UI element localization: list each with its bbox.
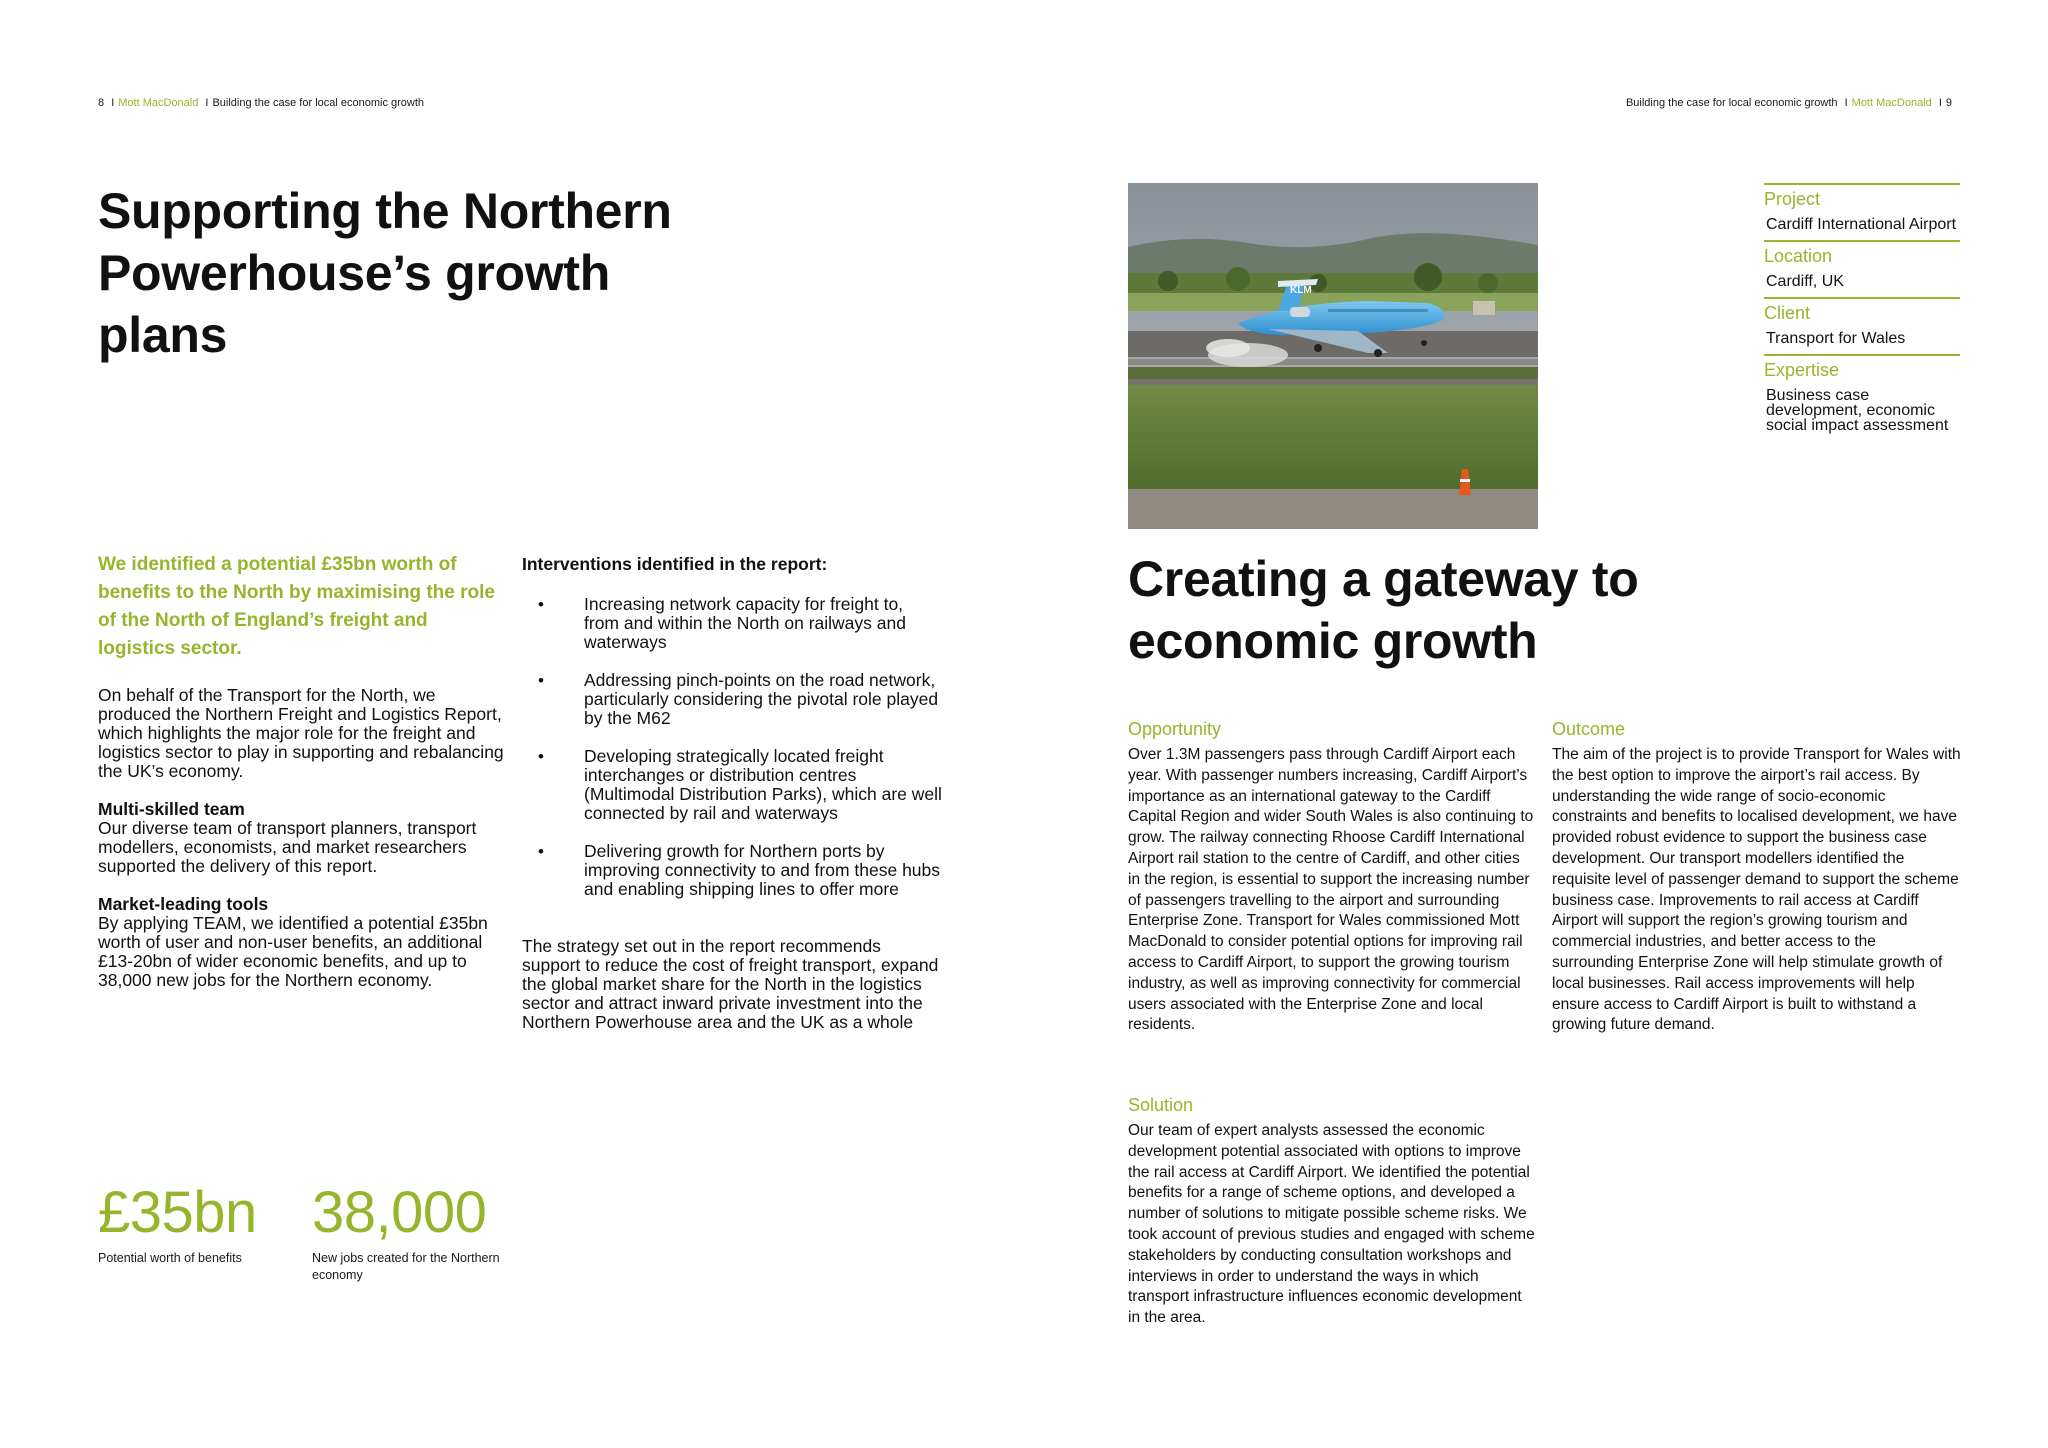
header-separator: I	[1844, 97, 1848, 109]
list-item-text: Increasing network capacity for freight to, from and within the North on railways and waterways	[584, 594, 906, 652]
list-item	[522, 747, 942, 823]
page-title-left: Supporting the Northern Powerhouse’s growth plans	[98, 183, 672, 363]
intro-paragraph: On behalf of the Transport for the North, we produced the Northern Freight and Logistics Report, which highlights the major role for the freight and logistics sector to play in supporting and rebalancing the UK’s economy.	[98, 685, 504, 781]
header-separator: I	[1938, 97, 1942, 109]
client-info-block	[1764, 297, 1960, 346]
info-value: Cardiff, UK	[1766, 273, 1844, 290]
list-item	[522, 842, 942, 899]
team-text: Our diverse team of transport planners, transport modellers, economists, and market researchers supported the delivery of this report.	[98, 818, 477, 876]
solution-section	[1128, 1093, 1536, 1329]
info-label: Project	[1764, 189, 1821, 209]
brand-name: Mott MacDonald	[1851, 97, 1932, 109]
tools-section	[98, 895, 518, 990]
stat-value: 38,000	[312, 1180, 487, 1245]
section-text: Over 1.3M passengers pass through Cardiff Airport each year. With passenger numbers increasing, Cardiff Airport’s importance as an international gateway to the Cardiff Capital Region and wider South Wales is also continuing to grow. The railway connecting Rhoose Cardiff International Airport rail station to the centre of Cardiff, and other cities in the region, is essential to support the increasing number of passengers travelling to the airport and surrounding Enterprise Zone. Transport for Wales commissioned Mott MacDonald to consider potential options for improving rail access to Cardiff Airport, to support the growing tourism industry, as well as improving connectivity for commercial users associated with the Enterprise Zone and local residents.	[1128, 746, 1534, 1034]
list-item-text: Developing strategically located freight interchanges or distribution centres (Multimodal Distribution Parks), which are well connected by rail and waterways	[584, 746, 942, 823]
strategy-paragraph: The strategy set out in the report recommends support to reduce the cost of freight transport, expand the global market share for the North in the logistics sector and attract inward private investment into the Northern Powerhouse area and the UK as a whole	[522, 936, 939, 1032]
page-title-right: Creating a gateway to economic growth	[1128, 551, 1639, 669]
list-item	[522, 595, 942, 652]
airport-photo	[1128, 183, 1538, 529]
info-value: Transport for Wales	[1766, 330, 1906, 347]
list-item	[522, 671, 942, 728]
team-heading: Multi-skilled team	[98, 799, 245, 819]
tools-heading: Market-leading tools	[98, 894, 269, 914]
section-text: The aim of the project is to provide Transport for Wales with the best option to improve the airport’s rail access. By understanding the wide range of socio-economic constraints and benefits to localised development, we have provided robust evidence to support the business case development. Our transport modellers identified the requisite level of passenger demand to support the scheme business case. Improvements to rail access at Cardiff Airport will support the region’s growing tourism and commercial industries, and better access to the surrounding Enterprise Zone will help stimulate growth of local businesses. Rail access improvements will help ensure access to Cardiff Airport is built to withstand a growing future demand.	[1552, 746, 1961, 1034]
header-separator: I	[205, 97, 209, 109]
lead-statement: We identified a potential £35bn worth of benefits to the North by maximising the role of the North of England’s freight and logistics sector.	[98, 554, 495, 659]
opportunity-section	[1128, 717, 1536, 1036]
stat-value: £35bn	[98, 1180, 257, 1245]
running-header-left	[98, 96, 424, 110]
list-item-text: Addressing pinch-points on the road network, particularly considering the pivotal role played by the M62	[584, 670, 939, 728]
bullet-icon: •	[538, 671, 544, 690]
interventions-heading: Interventions identified in the report:	[522, 554, 828, 574]
stat-label: Potential worth of benefits	[98, 1251, 242, 1265]
stat-label: New jobs created for the Northern economy	[312, 1251, 500, 1282]
info-label: Location	[1764, 246, 1833, 266]
section-label: Outcome	[1552, 719, 1626, 739]
expertise-info-block	[1764, 354, 1960, 433]
info-value: Cardiff International Airport	[1766, 216, 1957, 233]
location-info-block	[1764, 240, 1960, 289]
publication-title: Building the case for local economic growth	[212, 97, 425, 109]
livery-text: KLM	[1290, 285, 1312, 296]
project-info-block	[1764, 183, 1960, 232]
bullet-icon: •	[538, 747, 544, 766]
info-label: Client	[1764, 303, 1811, 323]
interventions-list	[522, 595, 942, 918]
info-label: Expertise	[1764, 360, 1840, 380]
outcome-section	[1552, 717, 1962, 1036]
info-value: Business case development, economic social impact assessment	[1766, 387, 1949, 434]
bullet-icon: •	[538, 842, 544, 861]
running-header-right	[1626, 96, 1952, 110]
page-number: 9	[1945, 97, 1952, 109]
project-info-panel	[1764, 183, 1960, 441]
list-item-text: Delivering growth for Northern ports by improving connectivity to and from these hubs and enabling shipping lines to offer more	[584, 841, 941, 899]
tools-text: By applying TEAM, we identified a potential £35bn worth of user and non-user benefits, an additional £13-20bn of wider economic benefits, and up to 38,000 new jobs for the Northern economy.	[98, 913, 488, 990]
brand-name: Mott MacDonald	[118, 97, 199, 109]
publication-title: Building the case for local economic growth	[1625, 97, 1838, 109]
team-section	[98, 800, 518, 876]
header-separator: I	[111, 97, 115, 109]
section-label: Opportunity	[1128, 719, 1222, 739]
page-number: 8	[98, 97, 105, 109]
bullet-icon: •	[538, 595, 544, 614]
stat-benefits	[98, 1182, 298, 1267]
stat-jobs	[312, 1182, 512, 1284]
section-label: Solution	[1128, 1095, 1194, 1115]
section-text: Our team of expert analysts assessed the economic development potential associated with options to improve the rail access at Cardiff Airport. We identified the potential benefits for a range of scheme options, and developed a number of solutions to mitigate possible scheme risks. We took account of previous studies and engaged with scheme stakeholders by conducting consultation workshops and interviews in order to understand the ways in which transport infrastructure influences economic development in the area.	[1128, 1122, 1535, 1327]
